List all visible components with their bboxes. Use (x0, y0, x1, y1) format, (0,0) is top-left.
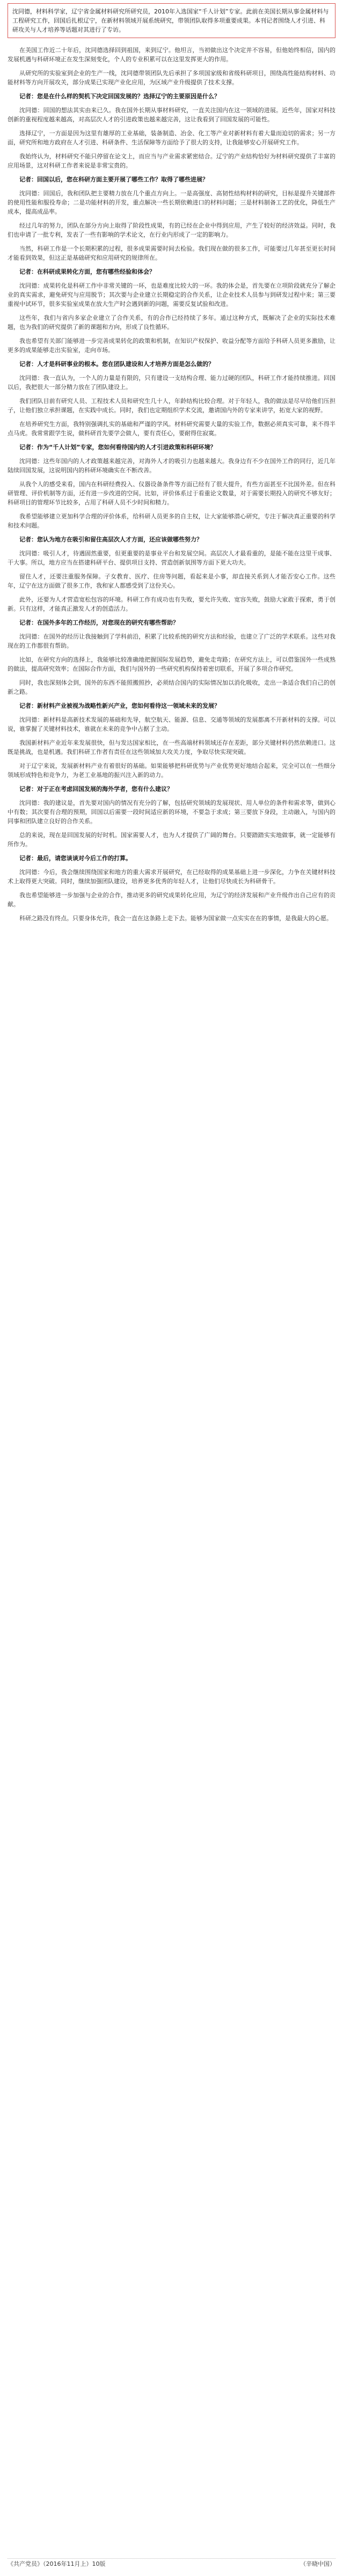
interview-question: 记者：最后，请您谈谈对今后工作的打算。 (19, 855, 132, 862)
article-paragraph: 沈同德：在国外的经历让我接触到了学科前沿，积累了比较系统的研究方法和经验，也建立了广泛的学术联系。这些对我现在的工作都很有帮助。 (8, 633, 335, 649)
interview-question: 记者：在科研成果转化方面，您有哪些经验和体会？ (19, 268, 155, 275)
interview-question: 记者：对于正在考虑回国发展的海外学者，您有什么建议？ (19, 786, 173, 792)
source-citation: 《共产党员》（2016年11月上）10版 (8, 2560, 106, 2567)
source-credit: （辛晓中国） (300, 2560, 335, 2567)
article-paragraph: 这些年，我们与省内多家企业建立了合作关系，有的合作已经持续了多年。通过这种方式，既解决了企业的实际技术难题，也为我们的研究提供了新的课题和方向，形成了良性循环。 (8, 314, 335, 331)
article-paragraph: 我希望能够建立更加科学合理的评价体系，给科研人员更多的自主权，让大家能够潜心研究，专注于解决真正重要的科学和技术问题。 (8, 513, 335, 529)
interview-question: 记者：人才是科研事业的根本。您在团队建设和人才培养方面是怎么做的？ (19, 361, 214, 368)
article-paragraph: 沈同德：我的建议是，首先要对国内的情况有充分的了解，包括研究领域的发展现状、用人单位的条件和需求等，做到心中有数；其次要有合理的预期，回国以后需要一段时间适应新的环境，不要急于求成；第三要放下身段，主动融入，与国内的同事和团队建立良好的合作关系。 (8, 799, 335, 825)
article-paragraph: 我始终认为，材料研究不能只停留在论文上，而应当与产业需求紧密结合。辽宁的产业结构恰好为材料研究提供了丰富的应用场景，这对科研工作者来说是非常宝贵的。 (8, 153, 335, 169)
article-footer (8, 2558, 335, 2570)
article-paragraph: 同时，我也深刻体会到，国外的东西不能照搬照抄，必须结合国内的实际情况加以消化吸收，走出一条适合我们自己的创新之路。 (8, 679, 335, 695)
article-paragraph: 从我个人的感受来看，国内在科研经费投入、仪器设备条件等方面已经有了很大提升，有些方面甚至不比国外差。但在科研管理、评价机制等方面，还有进一步改进的空间。比如，评价体系过于看重论文数量，对于需要长期投入的研究不够友好；科研项目的管理环节比较多，占用了科研人员不少时间和精力。 (8, 481, 335, 506)
article-paragraph: 留住人才，还要注重服务保障。子女教育、医疗、住房等问题，看起来是小事，却直接关系到人才能否安心工作。这些年，辽宁在这方面做了很多工作，我和家人都感受到了这份关心。 (8, 573, 335, 589)
article-paragraph: 选择辽宁，一方面是因为这里有雄厚的工业基础，装备制造、冶金、化工等产业对新材料有着大量而迫切的需求；另一方面，研究所和地方政府在人才引进、科研条件、生活保障等方面给予了很大的支持，让我能够安心开展研究工作。 (8, 130, 335, 146)
article-paragraph: 科研之路没有终点。只要身体允许，我会一直在这条路上走下去。能够为国家做一点实实在在的事情，是我最大的心愿。 (19, 915, 332, 922)
article-paragraph: 沈同德：这些年国内的人才政策越来越完善，对海外人才的吸引力也越来越大。我身边有不少在国外工作的同行，近几年陆续回国发展，这说明国内的科研环境确实在不断改善。 (8, 458, 335, 474)
interview-question: 记者：回国以后，您在科研方面主要开展了哪些工作？取得了哪些进展？ (19, 176, 208, 183)
interview-question: 记者：在国外多年的工作经历，对您现在的研究有哪些帮助？ (19, 619, 179, 626)
interview-question: 记者：作为“千人计划”专家，您如何看待国内的人才引进政策和科研环境？ (19, 444, 216, 451)
article-paragraph: 沈同德：成果转化是科研工作中非常关键的一环，也是难度比较大的一环。我的体会是，首先要在立项阶段就充分了解企业的真实需求，避免研究与应用脱节；其次要与企业建立长期稳定的合作关系，让企业技术人员参与到研发过程中来；第三要重视中试环节，很多实验室成果在放大生产时会遇到新的问题，需要反复试验和改进。 (8, 282, 335, 307)
article-paragraph: 沈同德：今后，我会继续围绕国家和地方的重大需求开展研究，在已经取得的成果基础上进一步深化，力争在关键材料技术上取得更大突破。同时，继续加强团队建设，培养更多优秀的年轻人才，让他们尽快成长为科研骨干。 (8, 869, 335, 885)
article-paragraph: 在美国工作近二十年后，沈同德选择回到祖国，来到辽宁。他坦言，当初做出这个决定并不容易，但他始终相信，国内的发展机遇与科研环境正在发生深刻变化，个人的专业积累可以在这里发挥更大的作用。 (8, 47, 335, 63)
article-paragraph: 沈同德：吸引人才，待遇固然重要，但更重要的是事业平台和发展空间。高层次人才最看重的，是能不能在这里干成事、干大事。所以，地方应当在搭建科研平台、提供项目支持、营造创新氛围等方面下更大功夫。 (8, 550, 335, 566)
article-paragraph: 比如，在研究方向的选择上，我能够比较准确地把握国际发展趋势，避免走弯路；在研究方法上，可以借鉴国外一些成熟的做法，提高研究效率；在国际合作方面，我们与国外的一些研究机构保持着密切联系，开展了多项合作研究。 (8, 656, 335, 672)
article-paragraph: 我们团队目前有研究人员、工程技术人员和研究生几十人，年龄结构比较合理。对于年轻人，我的做法是尽早给他们压担子，让他们独立承担课题，在实践中成长。同时，我们也定期组织学术交流，邀请国内外的专家来讲学，拓宽大家的视野。 (8, 398, 335, 414)
article-paragraph: 我国新材料产业近年来发展很快，但与发达国家相比，在一些高端材料领域还存在差距，部分关键材料仍然依赖进口。这既是挑战，也是机遇。我们科研工作者有责任在这些领域加大攻关力度，争取尽快实现突破。 (8, 739, 335, 755)
article-paragraph: 此外，还要为人才营造宽松包容的环境。科研工作有成功也有失败，要允许失败、宽容失败，鼓励大家敢于探索，勇于创新。只有这样，才能真正激发人才的创造活力。 (8, 596, 335, 612)
interview-question: 记者：您认为地方在吸引和留住高层次人才方面，还应该做哪些努力？ (19, 536, 202, 543)
article-paragraph: 我也希望有关部门能够进一步完善成果转化的政策和机制，在知识产权保护、收益分配等方面给予科研人员更多激励，让更多的成果能够走出实验室，走向市场。 (8, 337, 335, 354)
article-paragraph: 总的来说，现在是回国发展的好时机。国家需要人才，也为人才提供了广阔的舞台。只要踏踏实实地做事，就一定能够有所作为。 (8, 832, 335, 848)
article-paragraph: 在培养研究生方面，我特别强调扎实的基础和严谨的学风。材料研究需要大量的实验工作，数据必须真实可靠，来不得半点马虎。我常常跟学生说，做科研首先要学会做人，要有责任心，要耐得住寂寞。 (8, 421, 335, 437)
article-paragraph: 从研究所的实验室到企业的生产一线，沈同德带领团队先后承担了多项国家级和省级科研项目，围绕高性能结构材料、功能材料等方向开展攻关，部分成果已实现产业化应用，为区域产业升级提供了技术支撑。 (8, 70, 335, 86)
article-paragraph: 沈同德：回国的想法其实由来已久。我在国外长期从事材料研究，一直关注国内在这一领域的进展。近些年，国家对科技创新的重视程度越来越高，对高层次人才的引进政策也越来越完善，这让我看到了回国发展的可能性。 (8, 107, 335, 123)
article-intro: 沈同德，材料科学家，辽宁省金属材料研究所研究员，2010年入选国家“千人计划”专家。此前在美国长期从事金属材料与工程研究工作，回国后扎根辽宁，在新材料领域开展系统研究，带领团队取得多项重要成果。本刊记者围绕人才引进、科研攻关与人才培养等话题对其进行了专访。 (8, 3, 335, 38)
article-body (8, 46, 335, 923)
article-paragraph: 沈同德：新材料是高新技术发展的基础和先导，航空航天、能源、信息、交通等领域的发展都离不开新材料的支撑。可以说，谁掌握了关键材料技术，谁就在未来的竞争中占据了主动。 (8, 716, 335, 732)
article-paragraph: 沈同德：我一直认为，一个人的力量是有限的，只有建设一支结构合理、能力过硬的团队，科研工作才能持续推进。回国以后，我把很大一部分精力放在了团队建设上。 (8, 375, 335, 391)
article-paragraph: 当然，科研工作是一个长期积累的过程，很多成果需要时间去检验。我们现在做的很多工作，可能要过几年甚至更长时间才能看到效果，但这正是基础研究和应用研究的规律所在。 (8, 245, 335, 261)
interview-question: 记者：新材料产业被视为战略性新兴产业，您如何看待这一领域未来的发展？ (19, 702, 220, 709)
interview-question: 记者：您是在什么样的契机下决定回国发展的？选择辽宁的主要原因是什么？ (19, 93, 220, 100)
article-paragraph: 沈同德：回国后，我和团队把主要精力放在几个重点方向上。一是高强度、高韧性结构材料的研究，目标是提升关键部件的使用性能和服役寿命；二是功能材料的开发，重点解决一些长期依赖进口的材料问题；三是材料制备工艺的优化，降低生产成本，提高成品率。 (8, 190, 335, 215)
article-paragraph: 经过几年的努力，团队在部分方向上取得了阶段性成果，有的已经在企业中得到应用，产生了较好的经济效益。同时，我们也申请了一批专利，发表了一些有影响的学术论文，在行业内形成了一定的影响力。 (8, 222, 335, 238)
article-paragraph: 我也希望能够进一步加强与企业的合作，推动更多的研究成果转化应用，为辽宁的经济发展和产业升级作出自己应有的贡献。 (8, 892, 335, 908)
article-paragraph: 对于辽宁来说，发展新材料产业有着很好的基础。如果能够把科研优势与产业优势更好地结合起来，完全可以在一些细分领域形成特色和竞争力，为老工业基地的振兴注入新的动力。 (8, 762, 335, 779)
